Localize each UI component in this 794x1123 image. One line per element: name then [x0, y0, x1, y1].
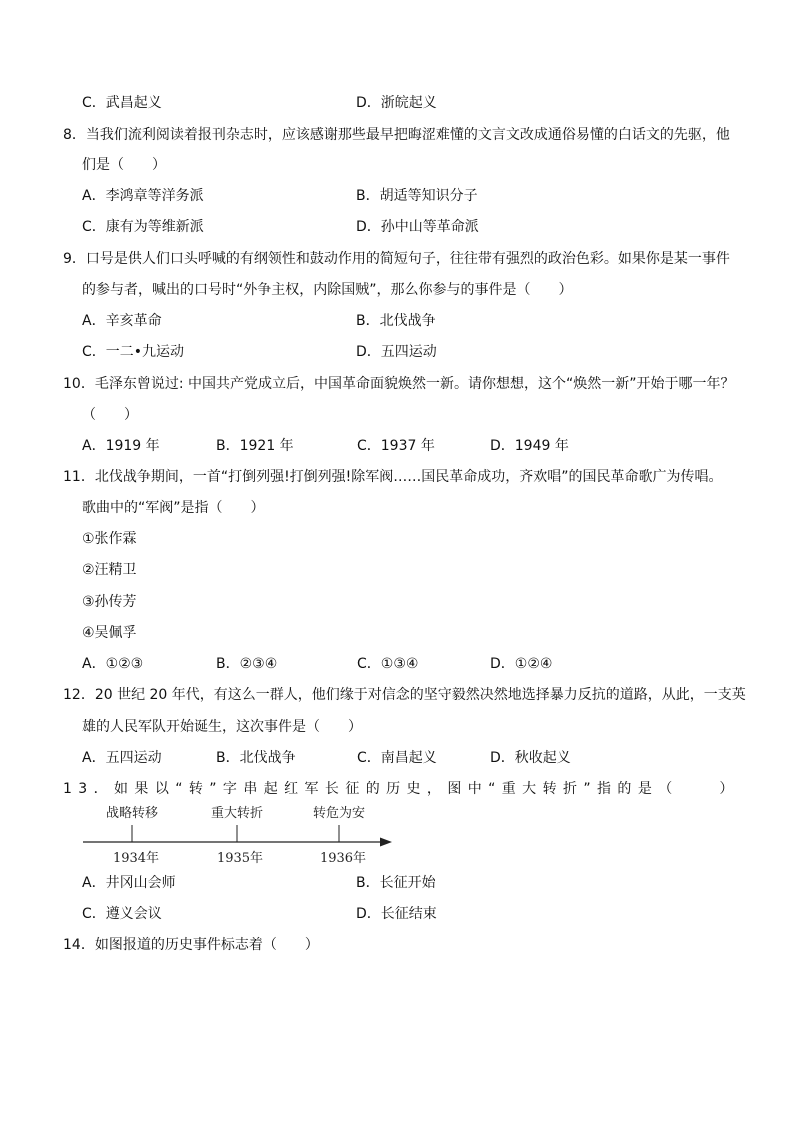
q8-stem-line2: 们是（ ） — [82, 157, 166, 173]
q9-option-d: D．五四运动 — [356, 344, 437, 360]
timeline-arrowhead — [380, 838, 392, 847]
q7-option-d: D．浙皖起义 — [356, 95, 437, 111]
timeline-year-1934: 1934年 — [112, 851, 160, 866]
q8-option-b: B．胡适等知识分子 — [356, 188, 478, 204]
q11-option-d: D．①②④ — [490, 656, 553, 672]
q8-option-c: C．康有为等维新派 — [82, 219, 204, 235]
q10-stem-line2: （ ） — [82, 407, 138, 423]
q11-stem-line1: 11．北伐战争期间，一首“打倒列强!打倒列强!除军阀……国民革命成功，齐欢唱”的国民革命歌广为传唱。 — [63, 469, 723, 485]
q9-stem-line2: 的参与者，喊出的口号时“外争主权，内除国贼”，那么你参与的事件是（ ） — [82, 282, 573, 298]
timeline-label-strategic-shift: 战略转移 — [105, 806, 159, 821]
q11-item-2: ②汪精卫 — [82, 562, 137, 578]
q9-option-a: A．辛亥革命 — [82, 313, 162, 329]
q10-option-d: D．1949 年 — [490, 438, 569, 454]
q7-option-c: C．武昌起义 — [82, 95, 162, 111]
q13-option-d: D．长征结束 — [356, 906, 437, 922]
q11-option-a: A．①②③ — [82, 656, 144, 672]
q11-item-4: ④吴佩孚 — [82, 625, 137, 641]
q10-option-a: A．1919 年 — [82, 438, 160, 454]
q13-stem: 13．如果以“转”字串起红军长征的历史，图中“重大转折”指的是（ ） — [63, 781, 740, 797]
q9-option-b: B．北伐战争 — [356, 313, 436, 329]
timeline-label-major-turn: 重大转折 — [210, 806, 264, 821]
q11-option-b: B．②③④ — [216, 656, 278, 672]
q13-option-a: A．井冈山会师 — [82, 875, 176, 891]
q12-option-b: B．北伐战争 — [216, 750, 296, 766]
q10-option-c: C．1937 年 — [357, 438, 435, 454]
q12-option-d: D．秋收起义 — [490, 750, 571, 766]
q9-stem-line1: 9．口号是供人们口头呼喊的有纲领性和鼓动作用的简短句子，往往带有强烈的政治色彩。如果你是某一事件 — [63, 251, 730, 267]
q14-stem: 14．如图报道的历史事件标志着（ ） — [63, 937, 319, 953]
q11-item-1: ①张作霖 — [82, 531, 137, 547]
timeline-label-turn-to-safety: 转危为安 — [312, 806, 366, 821]
q12-stem-line1: 12．20 世纪 20 年代，有这么一群人，他们缘于对信念的坚守毅然决然地选择暴力反抗的道路，从此，一支英 — [63, 687, 746, 703]
q8-stem-line1: 8．当我们流利阅读着报刊杂志时，应该感谢那些最早把晦涩难懂的文言文改成通俗易懂的白话文的先驱，他 — [63, 127, 730, 143]
q13-option-b: B．长征开始 — [356, 875, 436, 891]
q12-option-c: C．南昌起义 — [357, 750, 437, 766]
q8-option-d: D．孙中山等革命派 — [356, 219, 479, 235]
timeline-year-1936: 1936年 — [319, 851, 367, 866]
q12-stem-line2: 雄的人民军队开始诞生，这次事件是（ ） — [82, 719, 362, 735]
q11-item-3: ③孙传芳 — [82, 594, 137, 610]
q8-option-a: A．李鸿章等洋务派 — [82, 188, 204, 204]
q11-option-c: C．①③④ — [357, 656, 419, 672]
q13-timeline-figure — [80, 800, 400, 868]
q13-option-c: C．遵义会议 — [82, 906, 162, 922]
q10-option-b: B．1921 年 — [216, 438, 294, 454]
q9-option-c: C．一二•九运动 — [82, 344, 185, 360]
timeline-year-1935: 1935年 — [216, 851, 264, 866]
q11-stem-line2: 歌曲中的“军阀”是指（ ） — [82, 500, 265, 516]
q10-stem-line1: 10．毛泽东曾说过: 中国共产党成立后，中国革命面貌焕然一新。请你想想，这个“焕然一新”开始于哪一年？ — [63, 376, 735, 392]
q12-option-a: A．五四运动 — [82, 750, 162, 766]
